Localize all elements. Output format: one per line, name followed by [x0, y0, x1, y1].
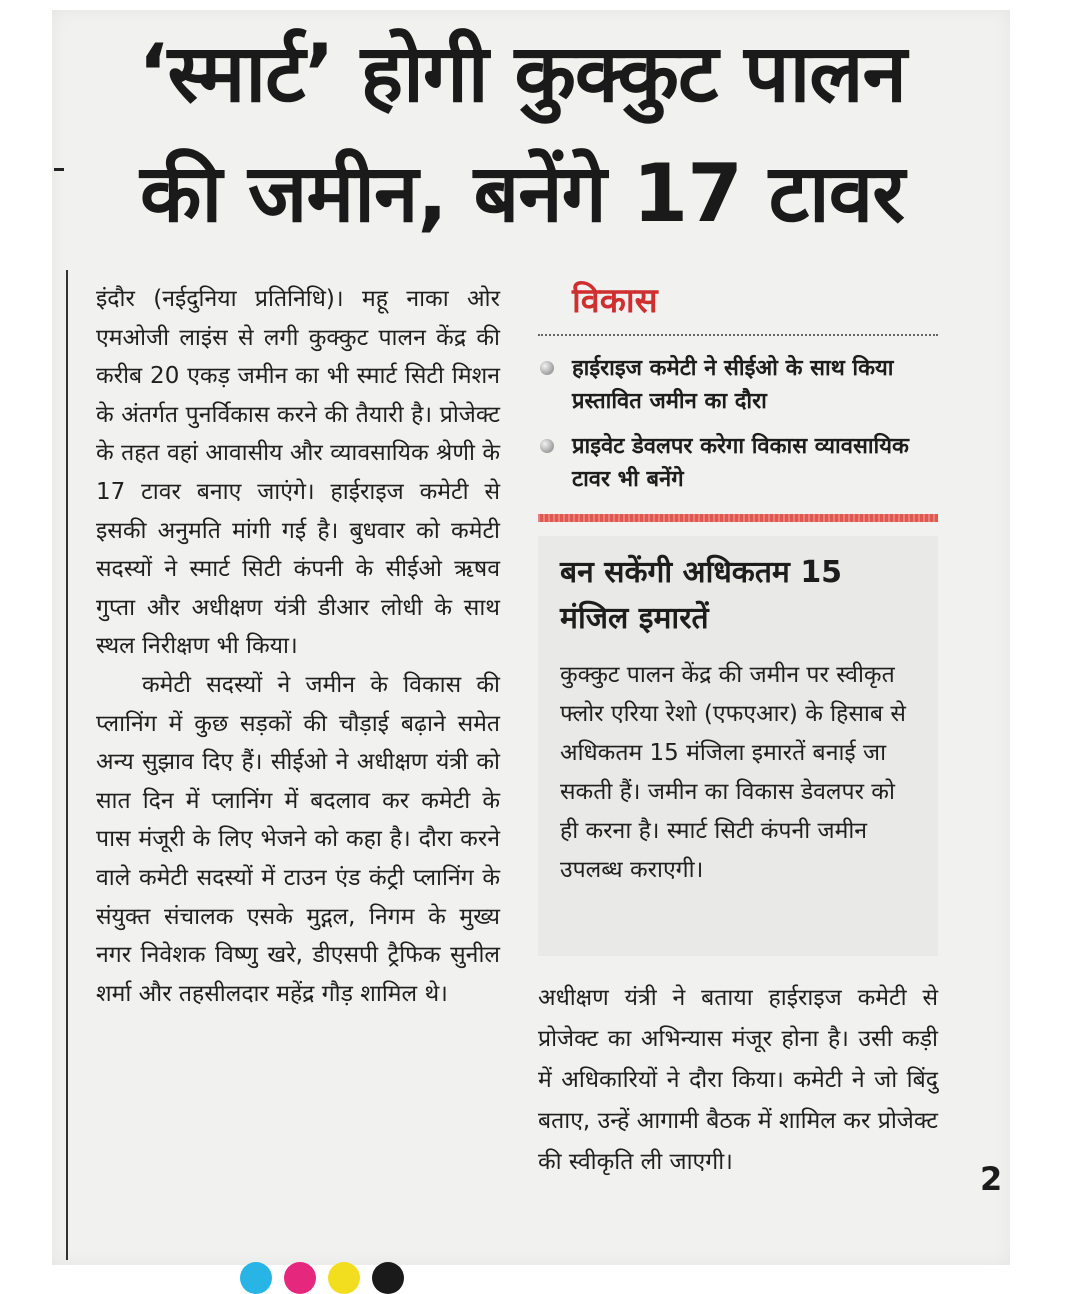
highlights-list [538, 352, 938, 496]
headline-line-1: ‘स्मार्ट’ होगी कुक्कुट पालन [138, 27, 906, 120]
registration-marks [240, 1260, 420, 1280]
headline-line-2: की जमीन, बनेंगे 17 टावर [140, 147, 904, 240]
bullet-dot-icon [540, 361, 554, 375]
section-label: विकास [572, 281, 658, 321]
left-column [96, 280, 500, 1013]
yellow-registration-mark [328, 1262, 360, 1294]
dotted-divider [538, 334, 938, 336]
right-column [538, 276, 938, 1183]
magenta-registration-mark [284, 1262, 316, 1294]
left-paragraph-1: इंदौर (नईदुनिया प्रतिनिधि)। महू नाका ओर एमओजी लाइंस से लगी कुक्कुट पालन केंद्र की करीब 20 एकड़ जमीन का भी स्मार्ट सिटी मिशन के अंतर्गत पुनर्विकास करने की तैयारी है। प्रोजेक्ट के तहत वहां आवासीय और व्यावसायिक श्रेणी के 17 टावर बनाए जाएंगे। हाईराइज कमेटी से इसकी अनुमति मांगी गई है। बुधवार को कमेटी सदस्यों ने स्मार्ट सिटी कंपनी के सीईओ ऋषव गुप्ता और अधीक्षण यंत्री डीआर लोधी के साथ स्थल निरीक्षण भी किया। [96, 286, 500, 660]
info-box [538, 536, 938, 956]
cyan-registration-mark [240, 1262, 272, 1294]
highlight-item [538, 430, 938, 496]
page-number: 2 [980, 1160, 1003, 1198]
highlight-item [538, 352, 938, 418]
info-box-text: कुक्कुट पालन केंद्र की जमीन पर स्वीकृत फ्लोर एरिया रेशो (एफएआर) के हिसाब से अधिकतम 15 मंजिला इमारतें बनाई जा सकती हैं। जमीन का विकास डेवलपर को ही करना है। स्मार्ट सिटी कंपनी जमीन उपलब्ध कराएगी। [560, 662, 906, 883]
column-rule [66, 270, 68, 1260]
bullet-dot-icon [540, 439, 554, 453]
left-paragraph-2: कमेटी सदस्यों ने जमीन के विकास की प्लानिंग में कुछ सड़कों की चौड़ाई बढ़ाने समेत अन्य सुझाव दिए हैं। सीईओ ने अधीक्षण यंत्री को सात दिन में प्लानिंग में बदलाव कर कमेटी के पास मंजूरी के लिए भेजने को कहा है। दौरा करने वाले कमेटी सदस्यों में टाउन एंड कंट्री प्लानिंग के संयुक्त संचालक एसके मुद्गल, निगम के मुख्य नगर निवेशक विष्णु खरे, डीएसपी ट्रैफिक सुनील शर्मा और तहसीलदार महेंद्र गौड़ शामिल थे। [96, 671, 500, 1007]
headline [62, 14, 982, 254]
info-box-title: बन सकेंगी अधिकतम 15 मंजिल इमारतें [560, 555, 843, 636]
highlight-text: प्राइवेट डेवलपर करेगा विकास व्यावसायिक टावर भी बनेंगे [572, 434, 909, 492]
black-registration-mark [372, 1262, 404, 1294]
right-paragraph: अधीक्षण यंत्री ने बताया हाईराइज कमेटी से प्रोजेक्ट का अभिन्यास मंजूर होना है। उसी कड़ी में अधिकारियों ने दौरा किया। कमेटी ने जो बिंदु बताए, उन्हें आगामी बैठक में शामिल कर प्रोजेक्ट की स्वीकृति ली जाएगी। [538, 985, 938, 1175]
highlight-text: हाईराइज कमेटी ने सीईओ के साथ किया प्रस्तावित जमीन का दौरा [572, 356, 894, 414]
red-rule-bar [538, 514, 938, 522]
